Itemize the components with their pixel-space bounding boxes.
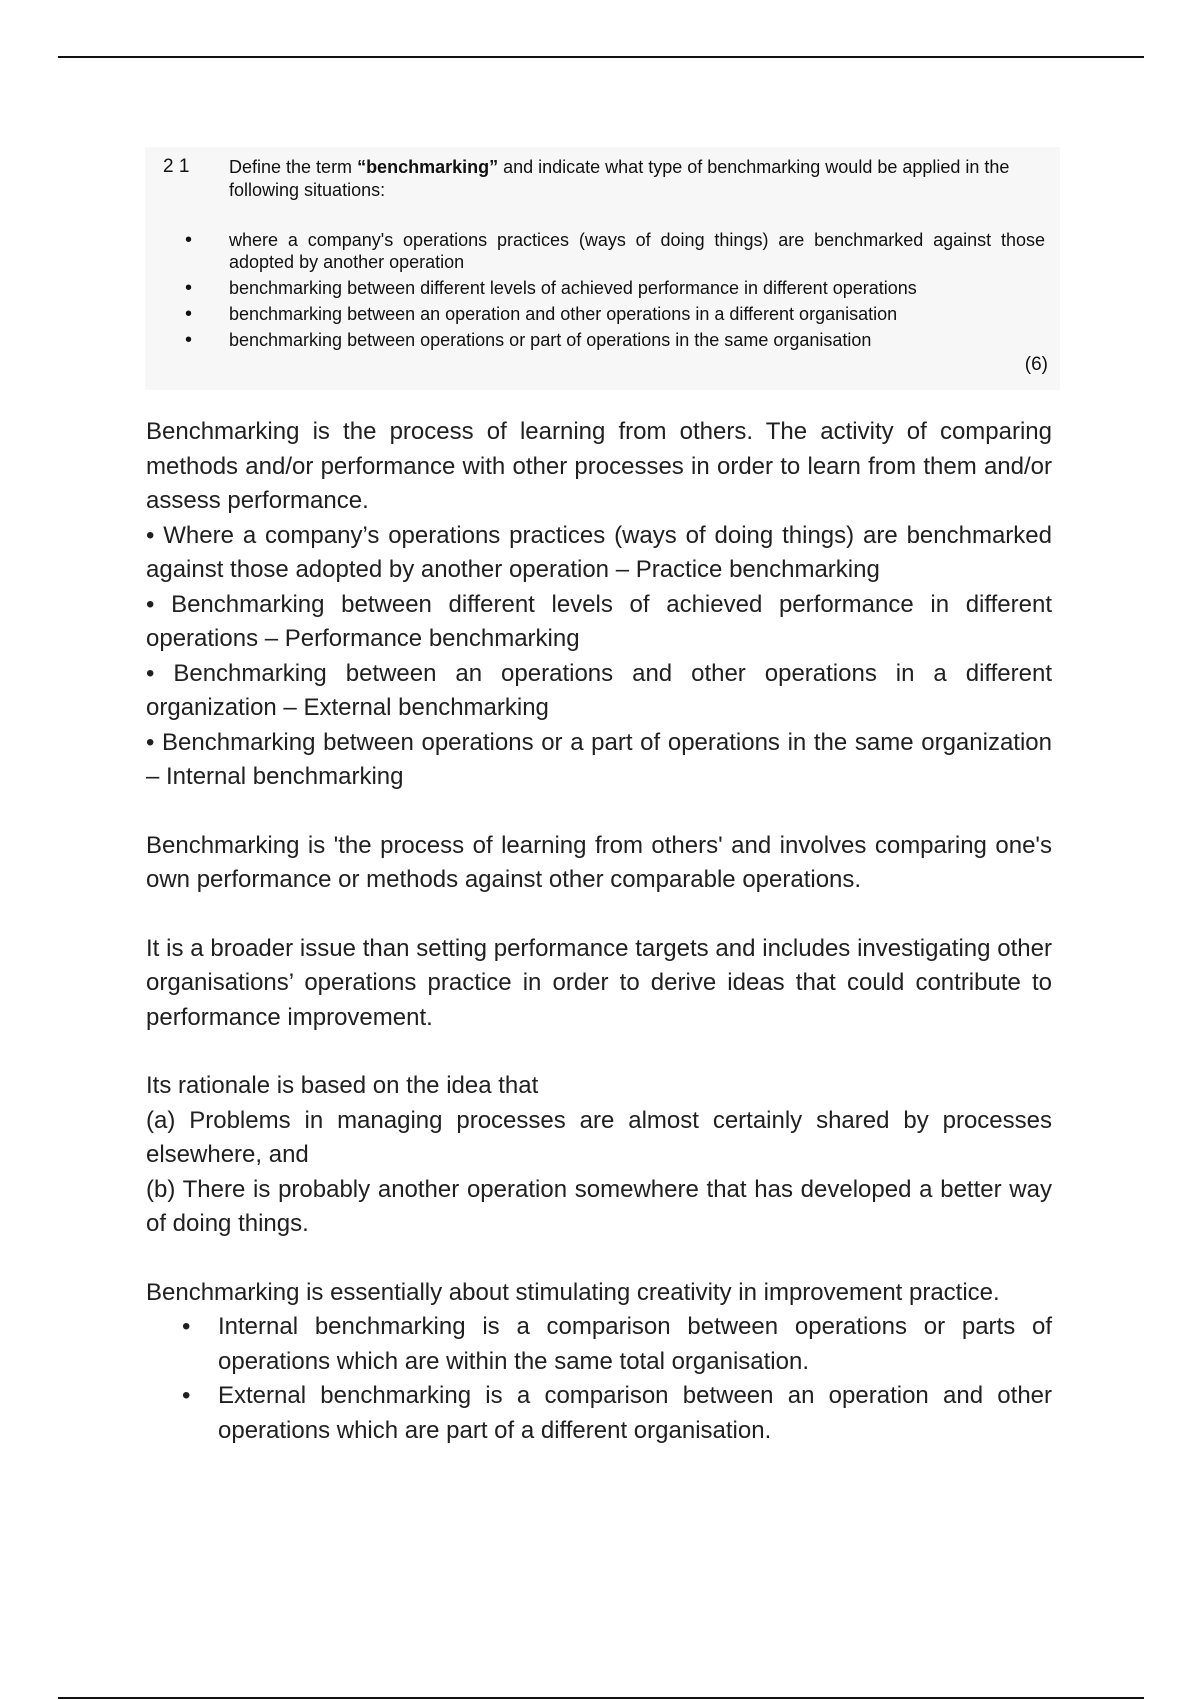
question-number: 2 1 bbox=[163, 156, 190, 177]
rationale-b: (b) There is probably another operation somewhere that has developed a better way of doing things. bbox=[146, 1175, 1052, 1237]
rationale-intro: Its rationale is based on the idea that bbox=[146, 1072, 539, 1099]
paragraph-learning: Benchmarking is 'the process of learning from others' and involves comparing one's own performance or methods against other comparable operations. bbox=[146, 831, 1052, 893]
stem-after: and indicate what type of benchmarking would be applied in the following situations: bbox=[229, 157, 1010, 200]
question-marks: (6) bbox=[1024, 354, 1048, 375]
type-item-external: • Benchmarking between an operations and other operations in a different organization – External benchmarking bbox=[146, 659, 1052, 721]
question-block bbox=[145, 147, 1060, 390]
type-item-practice: • Where a company’s operations practices (ways of doing things) are benchmarked against those adopted by another operation – Practice benchmarking bbox=[146, 521, 1052, 583]
benchmarking-types-list bbox=[146, 1310, 1052, 1448]
question-bullet: • benchmarking between different levels of achieved performance in different operations bbox=[185, 277, 1045, 299]
question-bullet: • benchmarking between operations or part of operations in the same organisation bbox=[185, 329, 1045, 351]
stem-term: “benchmarking” bbox=[357, 157, 499, 177]
internal-benchmarking-item: • Internal benchmarking is a comparison between operations or parts of operations which are within the same total organisation. bbox=[146, 1310, 1052, 1379]
question-bullet-list bbox=[185, 229, 1045, 355]
rationale-a: (a) Problems in managing processes are almost certainly shared by processes elsewhere, and bbox=[146, 1106, 1052, 1168]
question-bullet: • where a company's operations practices (ways of doing things) are benchmarked against those adopted by another operation bbox=[185, 229, 1045, 273]
type-item-performance: • Benchmarking between different levels of achieved performance in different operations – Performance benchmarking bbox=[146, 590, 1052, 652]
question-stem bbox=[229, 156, 1044, 202]
external-benchmarking-item: • External benchmarking is a comparison between an operation and other operations which are part of a different organisation. bbox=[146, 1379, 1052, 1448]
definition-paragraph: Benchmarking is the process of learning from others. The activity of comparing methods and/or performance with other processes in order to learn from them and/or assess performance. bbox=[146, 418, 1052, 514]
paragraph-creativity: Benchmarking is essentially about stimulating creativity in improvement practice. bbox=[146, 1278, 1000, 1306]
footer-rule bbox=[58, 1697, 1144, 1699]
stem-before: Define the term bbox=[229, 157, 358, 177]
answer-body bbox=[146, 415, 1052, 1448]
type-item-internal: • Benchmarking between operations or a part of operations in the same organization – Internal benchmarking bbox=[146, 728, 1052, 790]
question-bullet: • benchmarking between an operation and other operations in a different organisation bbox=[185, 303, 1045, 325]
paragraph-broader-issue: It is a broader issue than setting performance targets and includes investigating other organisations’ operations practice in order to derive ideas that could contribute to performance improvement. bbox=[146, 934, 1052, 1031]
header-rule bbox=[58, 56, 1144, 58]
